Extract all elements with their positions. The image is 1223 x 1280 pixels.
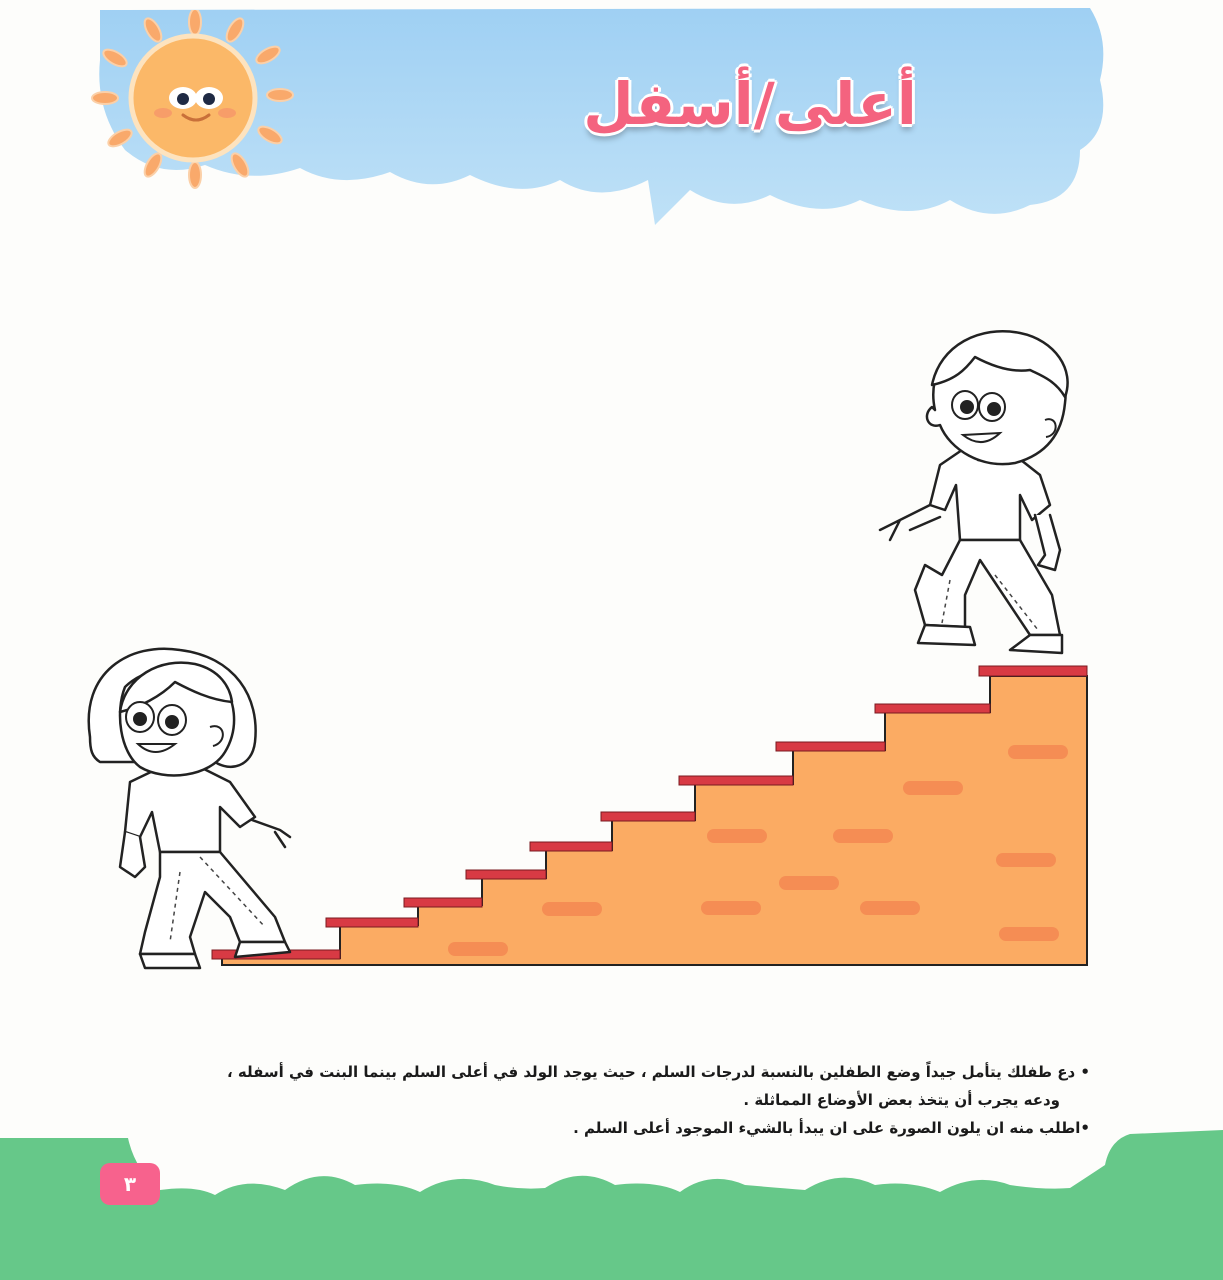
page-number-badge: ٣ bbox=[100, 1163, 160, 1205]
boy-figure bbox=[870, 325, 1110, 670]
grass-footer bbox=[0, 1130, 1223, 1280]
instruction-line-1: • دع طفلك يتأمل جيداً وضع الطفلين بالنسبة لدرجات السلم ، حيث يوجد الولد في أعلى السلم بينما البنت في أسفله ، bbox=[226, 1063, 1090, 1081]
instruction-line-2: ودعه يجرب أن يتخذ بعض الأوضاع المماثلة . bbox=[743, 1091, 1060, 1109]
page-title: أعلى/أسفل bbox=[583, 70, 917, 138]
instruction-line-3: •اطلب منه ان يلون الصورة على ان يبدأ بالشيء الموجود أعلى السلم . bbox=[573, 1119, 1090, 1137]
girl-figure bbox=[80, 642, 300, 972]
